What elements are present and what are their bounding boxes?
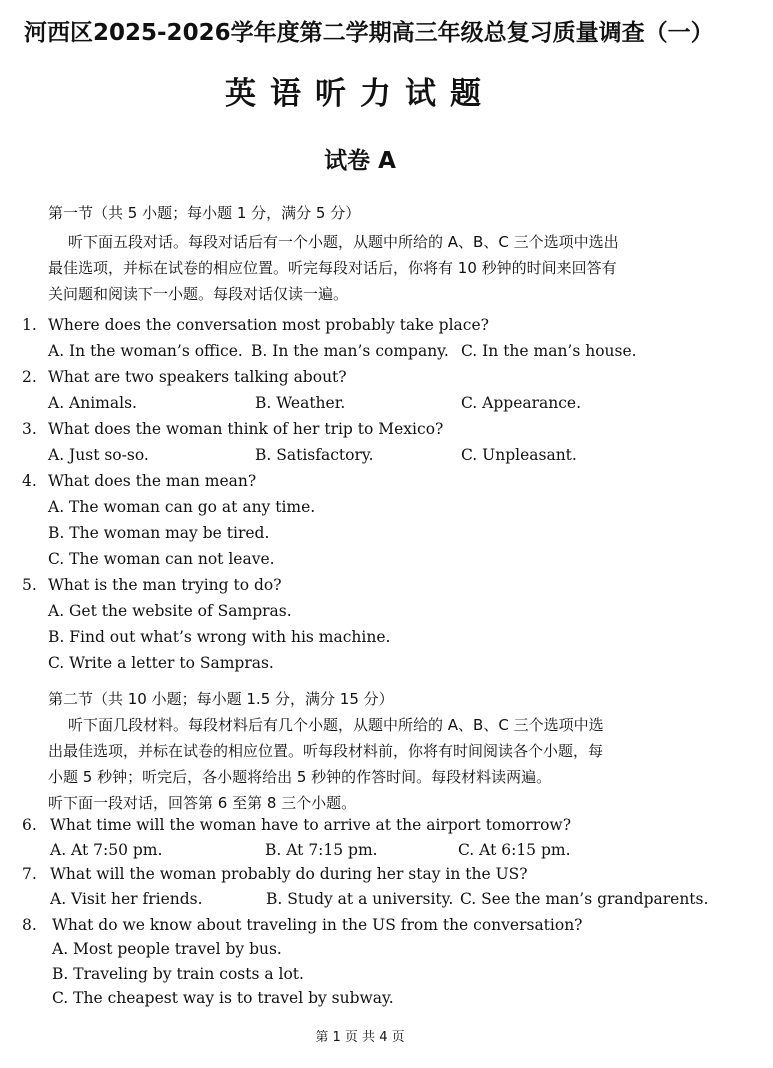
question-4-option-b xyxy=(0,524,773,548)
exam-title: 河西区2025-2026学年度第二学期高三年级总复习质量调查（一） xyxy=(24,20,714,46)
question-5-option-c xyxy=(0,654,773,678)
section1-instructions xyxy=(48,229,700,307)
question-4 xyxy=(0,472,773,496)
option-c: C. The woman can not leave. xyxy=(48,550,275,568)
question-8-option-c xyxy=(0,989,773,1013)
question-number: 7. xyxy=(22,865,37,883)
option-a: A. Animals. xyxy=(48,394,137,412)
question-8 xyxy=(0,916,773,940)
main-title: 英语听力试题 xyxy=(225,76,495,112)
option-a: A. In the woman’s office. xyxy=(48,342,243,360)
question-7-options xyxy=(0,890,773,914)
option-c: C. Write a letter to Sampras. xyxy=(48,654,274,672)
option-c: C. Appearance. xyxy=(461,394,582,412)
option-c: C. See the man’s grandparents. xyxy=(460,890,709,908)
option-b: B. Study at a university. xyxy=(266,890,454,908)
option-b: B. The woman may be tired. xyxy=(48,524,270,542)
option-a: A. The woman can go at any time. xyxy=(48,498,316,516)
question-6 xyxy=(0,816,773,840)
question-number: 4. xyxy=(22,472,37,490)
option-b: B. Find out what’s wrong with his machine. xyxy=(48,628,391,646)
question-text: What time will the woman have to arrive at the airport tomorrow? xyxy=(50,816,572,834)
option-b: B. Satisfactory. xyxy=(255,446,374,464)
option-a: A. At 7:50 pm. xyxy=(50,841,163,859)
question-8-option-a xyxy=(0,940,773,964)
option-b: B. Traveling by train costs a lot. xyxy=(52,965,304,983)
option-a: A. Just so-so. xyxy=(48,446,149,464)
question-text: What do we know about traveling in the US from the conversation? xyxy=(52,916,583,934)
question-number: 6. xyxy=(22,816,37,834)
instruction-line: 最佳选项，并标在试卷的相应位置。听完每段对话后，你将有 10 秒钟的时间来回答有 xyxy=(48,259,617,277)
question-6-options xyxy=(0,841,773,865)
question-text: What are two speakers talking about? xyxy=(48,368,347,386)
option-c: C. The cheapest way is to travel by subway. xyxy=(52,989,394,1007)
paper-label: 试卷 A xyxy=(324,148,396,174)
instruction-line: 小题 5 秒钟；听完后，各小题将给出 5 秒钟的作答时间。每段材料读两遍。 xyxy=(48,768,552,786)
instruction-line: 听下面几段材料。每段材料后有几个小题，从题中所给的 A、B、C 三个选项中选 xyxy=(68,716,604,734)
option-b: B. At 7:15 pm. xyxy=(265,841,378,859)
question-1 xyxy=(0,316,773,340)
option-c: C. In the man’s house. xyxy=(461,342,637,360)
option-a: A. Get the website of Sampras. xyxy=(48,602,292,620)
option-c: C. Unpleasant. xyxy=(461,446,577,464)
question-2-options xyxy=(0,394,773,418)
section2-subheading: 听下面一段对话，回答第 6 至第 8 三个小题。 xyxy=(48,794,357,812)
option-c: C. At 6:15 pm. xyxy=(458,841,571,859)
question-number: 5. xyxy=(22,576,37,594)
option-a: A. Visit her friends. xyxy=(50,890,203,908)
question-3-options xyxy=(0,446,773,470)
instruction-line: 听下面五段对话。每段对话后有一个小题，从题中所给的 A、B、C 三个选项中选出 xyxy=(68,233,619,251)
question-5-option-b xyxy=(0,628,773,652)
question-text: What will the woman probably do during her stay in the US? xyxy=(50,865,528,883)
question-number: 2. xyxy=(22,368,37,386)
question-text: What is the man trying to do? xyxy=(48,576,282,594)
instruction-line: 出最佳选项，并标在试卷的相应位置。听每段材料前，你将有时间阅读各个小题，每 xyxy=(48,742,604,760)
question-number: 1. xyxy=(22,316,37,334)
question-text: What does the woman think of her trip to Mexico? xyxy=(48,420,444,438)
section2-instructions xyxy=(48,712,700,790)
option-b: B. In the man’s company. xyxy=(251,342,449,360)
question-text: Where does the conversation most probably take place? xyxy=(48,316,489,334)
question-number: 3. xyxy=(22,420,37,438)
question-8-option-b xyxy=(0,965,773,989)
question-5 xyxy=(0,576,773,600)
question-7 xyxy=(0,865,773,889)
option-a: A. Most people travel by bus. xyxy=(52,940,282,958)
question-2 xyxy=(0,368,773,392)
question-4-option-a xyxy=(0,498,773,522)
page-footer: 第 1 页 共 4 页 xyxy=(315,1030,405,1045)
instruction-line: 关问题和阅读下一小题。每段对话仅读一遍。 xyxy=(48,285,349,303)
section2-heading: 第二节（共 10 小题；每小题 1.5 分，满分 15 分） xyxy=(48,690,394,708)
section1-heading: 第一节（共 5 小题；每小题 1 分，满分 5 分） xyxy=(48,204,361,222)
question-5-option-a xyxy=(0,602,773,626)
question-number: 8. xyxy=(22,916,37,934)
option-b: B. Weather. xyxy=(255,394,346,412)
question-3 xyxy=(0,420,773,444)
question-text: What does the man mean? xyxy=(48,472,257,490)
question-1-options xyxy=(0,342,773,366)
question-4-option-c xyxy=(0,550,773,574)
